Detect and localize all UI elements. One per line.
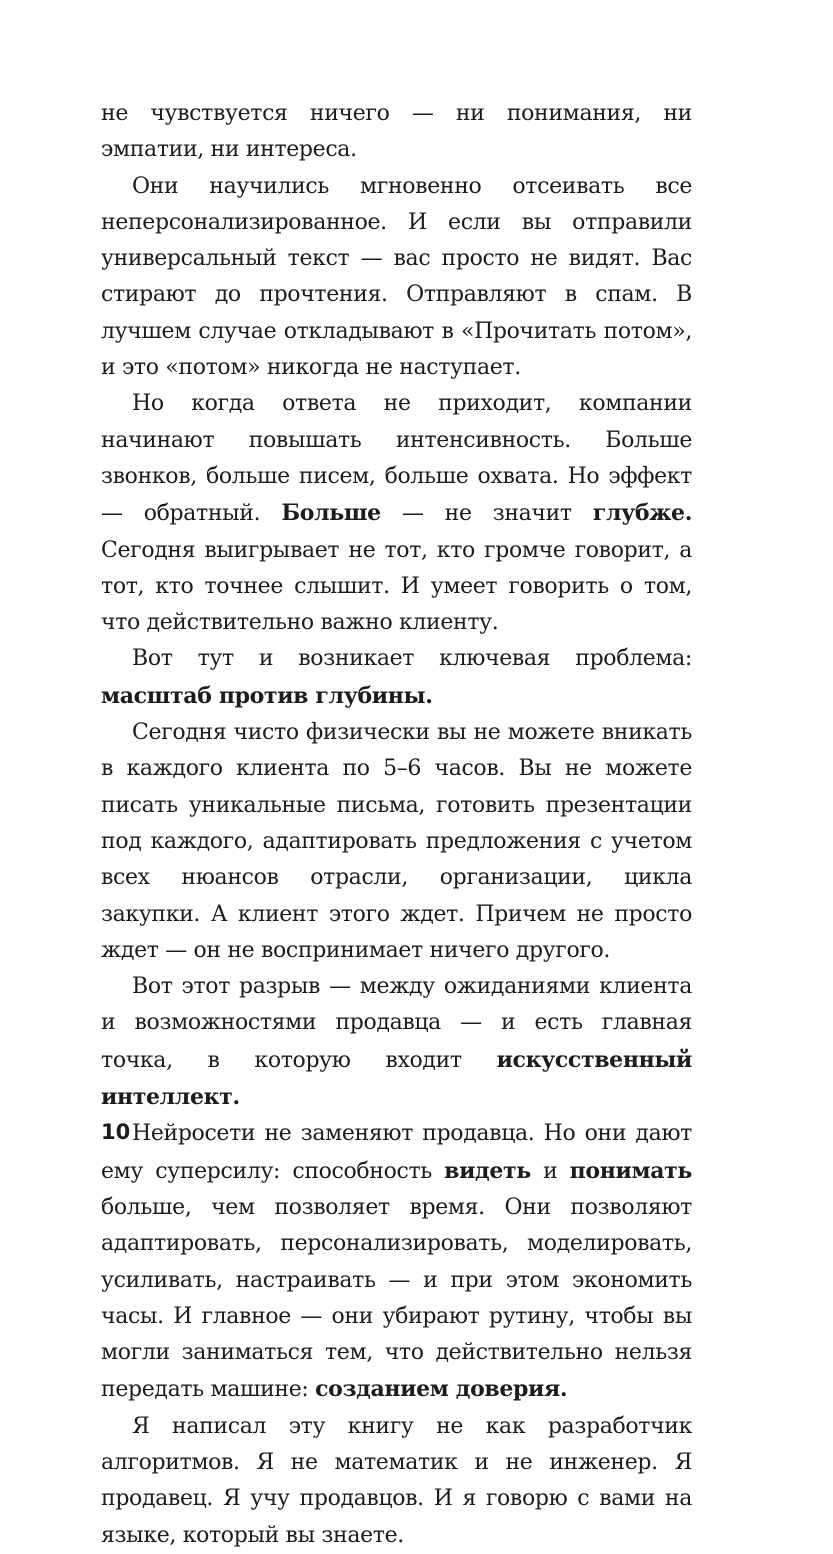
paragraph <box>101 1116 692 1408</box>
paragraph <box>101 96 692 169</box>
emphasis-text: понимать <box>569 1157 692 1184</box>
emphasis-text: созданием доверия. <box>315 1376 568 1403</box>
paragraph <box>101 641 692 715</box>
paragraph-text: Сегодня чисто физически вы не можете вникать в каждого клиента по 5–6 часов. Вы не можете писать уникальные письма, готовить презентации под каждого, адаптировать предложения с учетом всех нюансов отрасли, организации, цикла закупки. А клиент этого ждет. Причем не просто ждет — он не воспринимает ничего другого. <box>101 720 692 963</box>
paragraph-text: Вот этот разрыв — между ожиданиями клиента и возможностями продавца — и есть главная точка, в которую входит <box>101 974 692 1073</box>
body-text <box>101 96 692 1554</box>
paragraph <box>101 386 692 641</box>
paragraph <box>101 1409 692 1554</box>
emphasis-text: видеть <box>444 1157 531 1184</box>
paragraph-text: не чувствуется ничего — ни понимания, ни эмпатии, ни интереса. <box>101 101 692 163</box>
emphasis-text: Больше <box>281 500 381 527</box>
paragraph <box>101 715 692 969</box>
paragraph <box>101 169 692 387</box>
paragraph-text: Нейросети не заменяют продавца. Но они дают ему суперсилу: способность <box>101 1121 692 1184</box>
paragraph-text: Сегодня выигрывает не тот, кто громче говорит, а тот, кто точнее слышит. И умеет говорить о том, что действительно важно клиенту. <box>101 537 692 636</box>
paragraph <box>101 969 692 1116</box>
paragraph-text: Но когда ответа не приходит, компании начинают повышать интенсивность. Больше звонков, больше писем, больше охвата. Но эффект — обратный. <box>101 391 692 527</box>
paragraph-text: больше, чем позволяет время. Они позволяют адаптировать, персонализировать, моделировать, усиливать, настраивать — и при этом экономить часы. И главное — они убирают рутину, чтобы вы могли заниматься тем, что действительно нельзя передать машине: <box>101 1194 692 1403</box>
emphasis-text: искусственный интеллект. <box>101 1046 692 1111</box>
paragraph-text: Я написал эту книгу не как разработчик алгоритмов. Я не математик и не инженер. Я продавец. Я учу продавцов. И я говорю с вами на языке, который вы знаете. <box>101 1413 692 1548</box>
paragraph-text: Вот тут и возникает ключевая проблема: <box>132 646 692 672</box>
paragraph-text: Они научились мгновенно отсеивать все неперсонализированное. И если вы отправили универсальный текст — вас просто не видят. Вас стирают до прочтения. Отправляют в спам. В лучшем случае откладывают в «Прочитать потом», и это «потом» никогда не наступает. <box>101 173 692 381</box>
emphasis-text: глубже. <box>592 500 693 527</box>
paragraph-text: и <box>530 1158 570 1184</box>
page-number: 10 <box>101 1120 131 1144</box>
paragraph-text: — не значит <box>380 501 593 527</box>
emphasis-text: масштаб против глубины. <box>101 682 433 709</box>
